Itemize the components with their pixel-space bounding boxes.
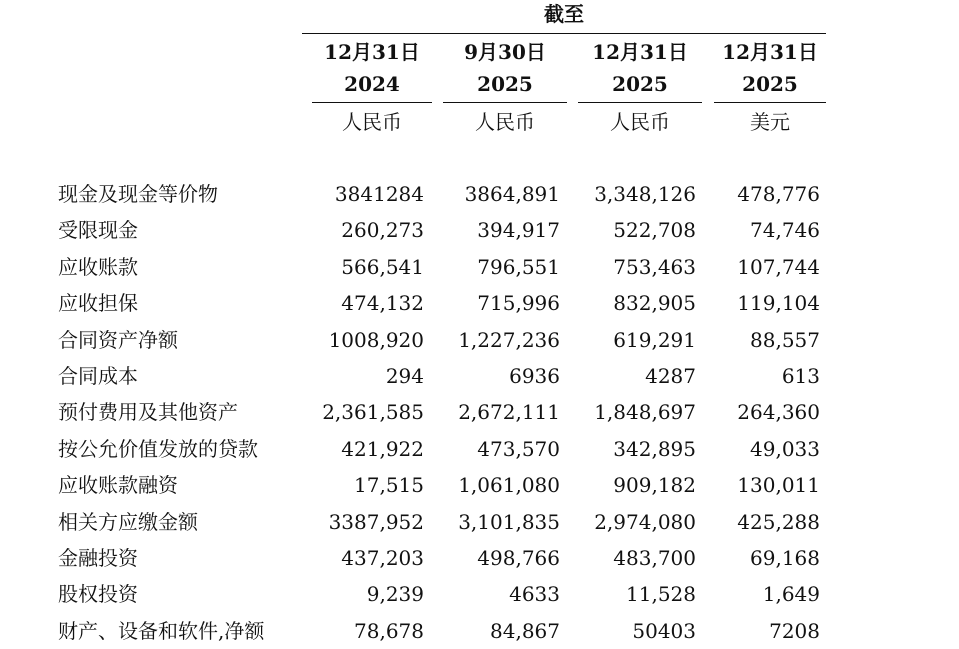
- row-label: 金融投资: [58, 545, 138, 570]
- cell-value: 421,922: [341, 436, 424, 461]
- cell-value: 78,678: [354, 618, 424, 643]
- table-row: [0, 576, 959, 612]
- column-header-2-currency: 人民币: [475, 110, 535, 134]
- column-header-1: [312, 36, 432, 100]
- row-label: 预付费用及其他资产: [58, 400, 238, 425]
- cell-value: 9,239: [366, 582, 424, 607]
- cell-value: 130,011: [737, 473, 820, 498]
- table-row: [0, 249, 959, 285]
- cell-value: 425,288: [737, 509, 820, 534]
- column-header-1-currency: 人民币: [342, 110, 402, 134]
- row-label: 股权投资: [58, 582, 138, 607]
- table-row: [0, 176, 959, 212]
- cell-value: 483,700: [613, 545, 696, 570]
- column-header-3-currency: 人民币: [610, 110, 670, 134]
- cell-value: 7208: [769, 618, 820, 643]
- group-title: 截至: [544, 2, 584, 26]
- cell-value: 3,348,126: [594, 182, 696, 206]
- column-header-1-date: 12月31日: [324, 40, 420, 64]
- column-header-4-rule: [714, 102, 826, 103]
- cell-value: 74,746: [750, 218, 820, 243]
- cell-value: 1,649: [762, 582, 820, 607]
- row-label: 按公允价值发放的贷款: [58, 436, 258, 461]
- cell-value: 909,182: [613, 473, 696, 498]
- row-label: 应收担保: [58, 291, 138, 316]
- cell-value: 294: [385, 363, 424, 388]
- column-header-3-rule: [578, 102, 702, 103]
- cell-value: 84,867: [490, 618, 560, 643]
- table-row: [0, 431, 959, 467]
- column-header-4-date: 12月31日: [722, 40, 818, 64]
- cell-value: 50403: [632, 618, 696, 643]
- column-header-1-rule: [312, 102, 432, 103]
- table-body: [0, 176, 959, 649]
- column-header-2: [443, 36, 567, 100]
- cell-value: 2,672,111: [458, 400, 560, 425]
- table-row: [0, 322, 959, 358]
- table-row: [0, 504, 959, 540]
- column-header-4-year: 2025: [742, 72, 798, 96]
- table-row: [0, 285, 959, 321]
- cell-value: 17,515: [354, 473, 424, 498]
- group-title-underline: [302, 33, 826, 34]
- cell-value: 4633: [509, 582, 560, 607]
- cell-value: 264,360: [737, 400, 820, 425]
- cell-value: 478,776: [737, 182, 820, 206]
- cell-value: 69,168: [750, 545, 820, 570]
- cell-value: 473,570: [477, 436, 560, 461]
- row-label: 合同成本: [58, 363, 138, 388]
- cell-value: 715,996: [477, 291, 560, 316]
- cell-value: 119,104: [737, 291, 820, 316]
- cell-value: 11,528: [626, 582, 696, 607]
- row-label: 应收账款: [58, 254, 138, 279]
- cell-value: 1,848,697: [594, 400, 696, 425]
- cell-value: 2,974,080: [594, 509, 696, 534]
- cell-value: 394,917: [477, 218, 560, 243]
- table-row: [0, 394, 959, 430]
- cell-value: 753,463: [613, 254, 696, 279]
- row-label: 财产、设备和软件,净额: [58, 618, 265, 643]
- cell-value: 796,551: [477, 254, 560, 279]
- cell-value: 342,895: [613, 436, 696, 461]
- row-label: 合同资产净额: [58, 327, 178, 352]
- cell-value: 2,361,585: [322, 400, 424, 425]
- column-header-1-year: 2024: [344, 72, 400, 96]
- cell-value: 3864,891: [464, 182, 560, 206]
- column-header-2-date: 9月30日: [464, 40, 546, 64]
- cell-value: 3387,952: [328, 509, 424, 534]
- row-label: 相关方应缴金额: [58, 509, 198, 534]
- cell-value: 88,557: [750, 327, 820, 352]
- cell-value: 1,061,080: [458, 473, 560, 498]
- cell-value: 832,905: [613, 291, 696, 316]
- column-header-3-date: 12月31日: [592, 40, 688, 64]
- row-label: 受限现金: [58, 218, 138, 243]
- table-row: [0, 212, 959, 248]
- cell-value: 1,227,236: [458, 327, 560, 352]
- cell-value: 49,033: [750, 436, 820, 461]
- cell-value: 260,273: [341, 218, 424, 243]
- cell-value: 1008,920: [328, 327, 424, 352]
- column-header-2-year: 2025: [477, 72, 533, 96]
- cell-value: 4287: [645, 363, 696, 388]
- cell-value: 522,708: [613, 218, 696, 243]
- table-row: [0, 540, 959, 576]
- column-header-4-currency: 美元: [750, 110, 790, 134]
- row-label: 现金及现金等价物: [58, 182, 218, 206]
- cell-value: 3841284: [334, 182, 424, 206]
- column-header-4: [714, 36, 826, 100]
- column-header-3-year: 2025: [612, 72, 668, 96]
- cell-value: 107,744: [737, 254, 820, 279]
- column-header-3: [578, 36, 702, 100]
- table-row: [0, 613, 959, 649]
- row-label: 应收账款融资: [58, 473, 178, 498]
- table-row: [0, 358, 959, 394]
- cell-value: 619,291: [613, 327, 696, 352]
- cell-value: 498,766: [477, 545, 560, 570]
- cell-value: 3,101,835: [458, 509, 560, 534]
- cell-value: 437,203: [341, 545, 424, 570]
- cell-value: 613: [781, 363, 820, 388]
- column-header-2-rule: [443, 102, 567, 103]
- cell-value: 474,132: [341, 291, 424, 316]
- cell-value: 6936: [509, 363, 560, 388]
- cell-value: 566,541: [341, 254, 424, 279]
- table-row: [0, 467, 959, 503]
